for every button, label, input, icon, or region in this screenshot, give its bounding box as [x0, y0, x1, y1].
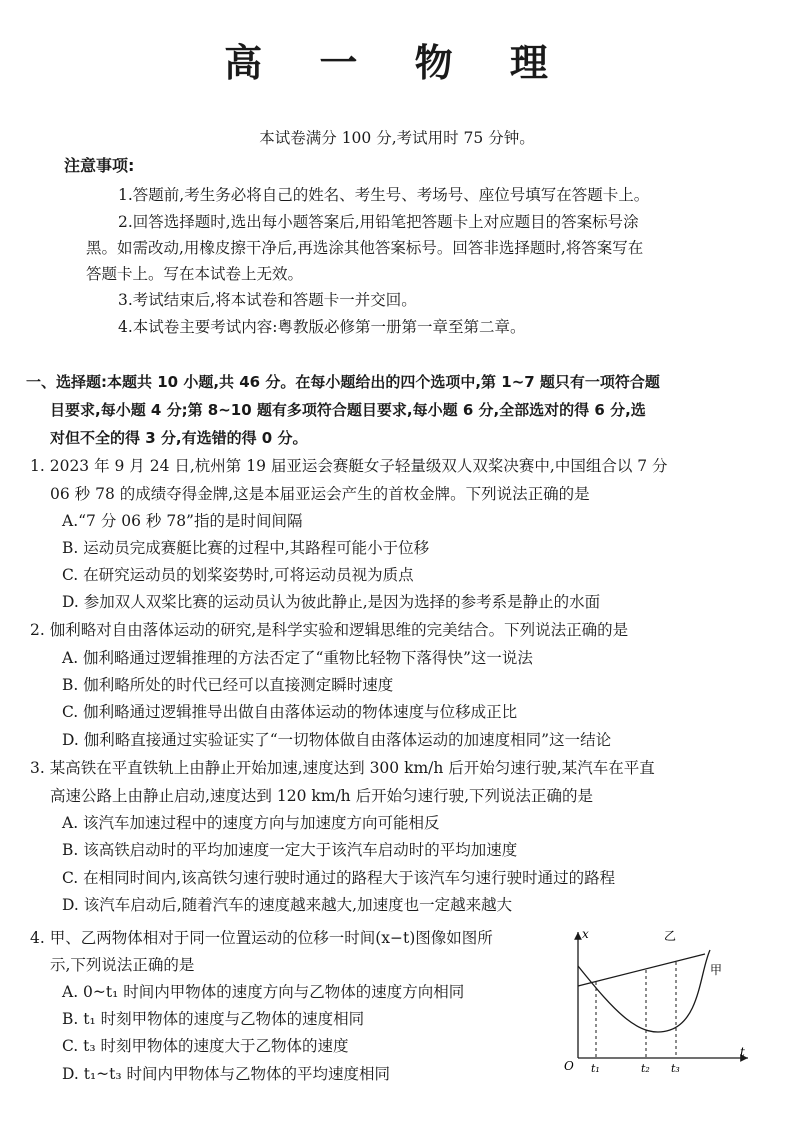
notice-line: 3.考试结束后,将本试卷和答题卡一并交回。 — [118, 291, 417, 309]
axis-label-x: x — [582, 927, 589, 941]
question-option: D. t₁~t₃ 时间内甲物体与乙物体的平均速度相同 — [62, 1065, 391, 1083]
question-option: D. 参加双人双桨比赛的运动员认为彼此静止,是因为选择的参考系是静止的水面 — [62, 593, 601, 611]
question-option: A. 0~t₁ 时间内甲物体的速度方向与乙物体的速度方向相同 — [62, 983, 465, 1001]
section-instruction: 一、选择题:本题共 10 小题,共 46 分。在每小题给出的四个选项中,第 1~7 题只有一项符合题 — [26, 373, 660, 391]
exam-subtitle: 本试卷满分 100 分,考试用时 75 分钟。 — [259, 129, 535, 147]
notice-line: 黑。如需改动,用橡皮擦干净后,再选涂其他答案标号。回答非选择题时,将答案写在 — [86, 239, 644, 257]
section-instruction: 对但不全的得 3 分,有选错的得 0 分。 — [50, 429, 308, 447]
notice-line: 1.答题前,考生务必将自己的姓名、考生号、考场号、座位号填写在答题卡上。 — [118, 186, 650, 204]
question-option: B. t₁ 时刻甲物体的速度与乙物体的速度相同 — [62, 1010, 365, 1028]
question-option: D. 伽利略直接通过实验证实了“一切物体做自由落体运动的加速度相同”这一结论 — [62, 731, 612, 749]
tick-t1: t₁ — [591, 1062, 600, 1075]
section-instruction: 目要求,每小题 4 分;第 8~10 题有多项符合题目要求,每小题 6 分,全部选对的得 6 分,选 — [50, 401, 646, 419]
xt-graph-figure — [560, 922, 760, 1082]
question-option: C. t₃ 时刻甲物体的速度大于乙物体的速度 — [62, 1037, 349, 1055]
question-stem: 2. 伽利略对自由落体运动的研究,是科学实验和逻辑思维的完美结合。下列说法正确的是 — [30, 621, 629, 639]
axis-label-t: t — [740, 1045, 745, 1059]
question-stem: 06 秒 78 的成绩夺得金牌,这是本届亚运会产生的首枚金牌。下列说法正确的是 — [50, 485, 590, 503]
page-title: 高 一 物 理 — [224, 41, 570, 85]
question-option: C. 在相同时间内,该高铁匀速行驶时通过的路程大于该汽车匀速行驶时通过的路程 — [62, 869, 616, 887]
question-option: A. 伽利略通过逻辑推理的方法否定了“重物比轻物下落得快”这一说法 — [62, 649, 533, 667]
question-option: C. 在研究运动员的划桨姿势时,可将运动员视为质点 — [62, 566, 414, 584]
question-option: A. 该汽车加速过程中的速度方向与加速度方向可能相反 — [62, 814, 440, 832]
tick-t2: t₂ — [641, 1062, 650, 1075]
question-option: B. 该高铁启动时的平均加速度一定大于该汽车启动时的平均加速度 — [62, 841, 518, 859]
question-stem: 4. 甲、乙两物体相对于同一位置运动的位移一时间(x−t)图像如图所 — [30, 929, 493, 947]
origin-label: O — [564, 1059, 574, 1073]
question-stem: 示,下列说法正确的是 — [50, 956, 195, 974]
question-stem: 1. 2023 年 9 月 24 日,杭州第 19 届亚运会赛艇女子轻量级双人双桨决赛中,中国组合以 7 分 — [30, 457, 668, 475]
question-stem: 3. 某高铁在平直铁轨上由静止开始加速,速度达到 300 km/h 后开始匀速行驶,某汽车在平直 — [30, 759, 655, 777]
question-option: B. 运动员完成赛艇比赛的过程中,其路程可能小于位移 — [62, 539, 430, 557]
label-jia: 甲 — [710, 963, 723, 977]
notice-line: 4.本试卷主要考试内容:粤教版必修第一册第一章至第二章。 — [118, 318, 526, 336]
tick-t3: t₃ — [671, 1062, 680, 1075]
curve-yi — [578, 950, 710, 1032]
question-stem: 高速公路上由静止启动,速度达到 120 km/h 后开始匀速行驶,下列说法正确的是 — [50, 787, 594, 805]
question-option: D. 该汽车启动后,随着汽车的速度越来越大,加速度也一定越来越大 — [62, 896, 513, 914]
question-option: B. 伽利略所处的时代已经可以直接测定瞬时速度 — [62, 676, 394, 694]
label-yi: 乙 — [664, 929, 677, 943]
line-jia — [578, 954, 705, 986]
notice-line: 2.回答选择题时,选出每小题答案后,用铅笔把答题卡上对应题目的答案标号涂 — [118, 213, 639, 231]
notice-heading: 注意事项: — [64, 156, 135, 175]
notice-line: 答题卡上。写在本试卷上无效。 — [86, 265, 304, 283]
question-option: A.“7 分 06 秒 78”指的是时间间隔 — [62, 512, 303, 530]
question-option: C. 伽利略通过逻辑推导出做自由落体运动的物体速度与位移成正比 — [62, 703, 518, 721]
